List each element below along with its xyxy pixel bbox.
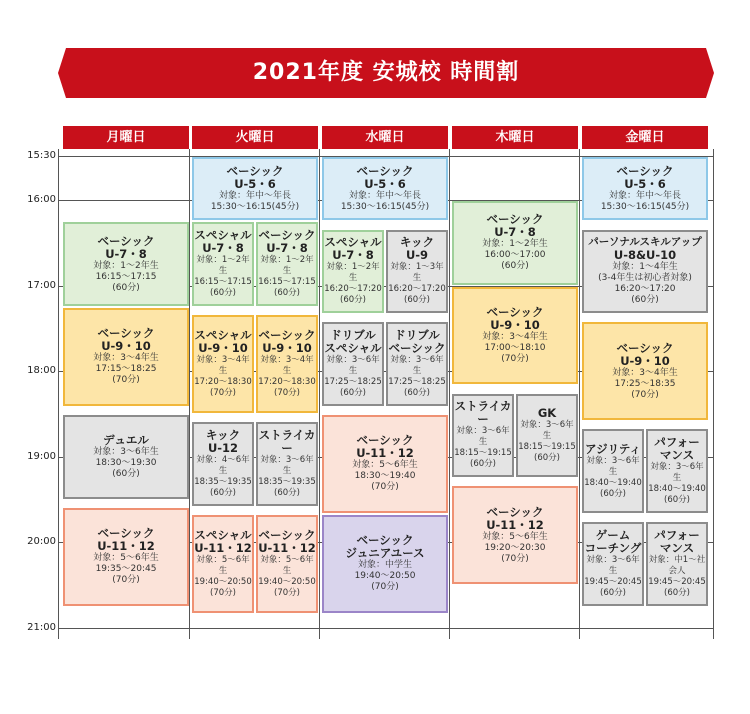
class-detail: 19:45～20:45 [584,576,642,587]
class-detail: 対象：3～6年生 [260,454,314,476]
class-name: ゲーム [595,527,631,542]
class-name: U-11・12 [258,540,316,555]
column-divider [449,149,450,639]
class-cell-tue-striker[interactable] [256,422,318,506]
class-name: ベーシック [486,305,544,320]
class-cell-wed-basic-u1112[interactable] [322,415,448,513]
class-detail: (60分) [404,388,430,399]
class-detail: 対象：1～2年生 [196,255,250,277]
class-detail: 18:30～19:30 [95,457,157,468]
class-cell-wed-basic-u56[interactable] [322,157,448,220]
class-detail: (60分) [501,261,529,272]
class-detail: 対象：3～4年生 [196,355,250,377]
class-cell-fri-personal[interactable] [582,230,708,314]
class-cell-thu-basic-u78[interactable] [452,201,578,285]
class-detail: 19:45～20:45 [648,576,706,587]
class-detail: 16:20～17:20 [324,284,382,295]
class-detail: 19:40～20:50 [194,576,252,587]
class-detail: 17:20～18:30 [194,377,252,388]
class-cell-mon-basic-u78[interactable] [63,222,189,306]
class-cell-tue-basic-u78[interactable] [256,222,318,306]
class-name: U-9・10 [490,318,540,333]
class-cell-fri-basic-u56[interactable] [582,157,708,220]
class-detail: (70分) [274,388,300,399]
class-cell-thu-striker[interactable] [452,394,514,478]
column-divider [579,149,580,639]
time-label: 21:00 [27,622,56,633]
class-name: GK [537,405,557,420]
class-name: スペシャル [324,235,382,250]
class-cell-fri-agility[interactable] [582,429,644,513]
class-name: キック [399,235,435,250]
class-name: U-5・6 [234,176,276,191]
page-title: 2021年度 安城校 時間割 [252,60,520,85]
day-header-2: 水曜日 [322,126,448,149]
class-detail: 17:25～18:25 [324,377,382,388]
class-detail: (70分) [210,587,236,598]
class-detail: 対象：3～6年生 [520,419,574,441]
class-detail: 対象：3～4年生 [482,332,548,343]
class-cell-fri-performance1[interactable] [646,429,708,513]
class-detail: (60分) [210,487,236,498]
class-name: U-5・6 [364,176,406,191]
class-name: アジリティ [585,441,641,456]
class-cell-wed-dribble-basic[interactable] [386,322,448,406]
class-detail: 対象：1～2年生 [482,239,548,250]
class-detail: 対象：3～4年生 [612,367,678,378]
class-detail: 対象：1～3年生 [390,262,444,284]
class-detail: 17:20～18:30 [258,377,316,388]
class-detail: 対象：年中～年長 [218,190,291,201]
class-detail: (70分) [371,582,399,593]
class-name: パーソナルスキルアップ [588,236,702,249]
class-detail: (60分) [470,459,496,470]
class-detail: (70分) [274,587,300,598]
class-cell-thu-gk[interactable] [516,394,578,478]
class-name: ベーシック [616,340,674,355]
class-name: ドリブル [330,328,376,343]
class-detail: 19:40～20:50 [258,576,316,587]
class-detail: 17:25～18:25 [388,377,446,388]
class-detail: 対象：1～4年生 [612,262,678,273]
class-detail: (70分) [112,575,140,586]
class-name: ベーシック [226,163,284,178]
class-detail: 18:30～19:40 [354,471,416,482]
time-label: 17:00 [27,280,56,291]
class-cell-mon-basic-u1112[interactable] [63,508,189,606]
class-detail: (70分) [501,354,529,365]
class-detail: 17:25～18:35 [614,378,676,389]
class-name: U-11・12 [356,446,414,461]
class-detail: 対象：3～4年生 [93,353,159,364]
class-detail: 対象：3～6年生 [390,355,444,377]
class-detail: 18:35～19:35 [194,476,252,487]
column-divider [58,149,59,639]
class-cell-fri-performance2[interactable] [646,522,708,606]
time-label: 20:00 [27,536,56,547]
class-cell-tue-basic-u910[interactable] [256,315,318,413]
class-detail: (70分) [210,388,236,399]
class-name: ドリブル [394,328,440,343]
class-detail: (60分) [664,587,690,598]
class-name: U-12 [207,440,239,455]
class-name: U-11・12 [194,540,252,555]
class-detail: (60分) [600,488,626,499]
class-detail: 16:15～17:15 [95,271,157,282]
class-cell-thu-basic-u910[interactable] [452,287,578,385]
class-detail: 対象：3～6年生 [650,462,704,484]
class-detail: 16:20～17:20 [614,284,676,295]
day-header-1: 火曜日 [192,126,318,149]
column-divider [189,149,190,639]
class-name: ベーシック [486,212,544,227]
class-name: U-9・10 [101,339,151,354]
class-detail: 対象：5～6年生 [482,531,548,542]
class-detail: (60分) [340,388,366,399]
class-name: U-5・6 [624,176,666,191]
class-detail: (60分) [631,295,659,306]
class-cell-tue-basic-u1112[interactable] [256,515,318,613]
class-name: ベーシック [486,504,544,519]
class-detail: (60分) [534,452,560,463]
class-cell-fri-basic-u910[interactable] [582,322,708,420]
class-name: U-9・10 [262,341,312,356]
class-detail: (60分) [274,288,300,299]
class-detail: 18:35～19:35 [258,476,316,487]
class-name: スペシャル [194,527,252,542]
class-detail: (70分) [112,375,140,386]
class-name: U-11・12 [486,517,544,532]
class-name: ベーシック [97,526,155,541]
class-detail: 対象：3～6年生 [93,446,159,457]
class-detail: 18:15～19:15 [518,441,576,452]
class-name: マンス [659,448,695,463]
class-detail: 18:15～19:15 [454,448,512,459]
class-detail: 対象：年中～年長 [608,190,681,201]
class-cell-wed-dribble-special[interactable] [322,322,384,406]
day-header-0: 月曜日 [63,126,189,149]
class-detail: 18:40～19:40 [648,484,706,495]
class-name: U-9 [405,248,429,263]
class-name: ストライカー [258,427,316,455]
class-detail: 19:35～20:45 [95,564,157,575]
class-cell-thu-basic-u1112[interactable] [452,486,578,584]
class-detail: 対象：年中～年長 [348,190,421,201]
class-name: ベーシック [97,233,155,248]
class-name: U-9・10 [620,353,670,368]
class-detail: 15:30～16:15(45分) [600,201,690,212]
class-detail: 16:20～17:20 [388,284,446,295]
class-cell-tue-special-u1112[interactable] [192,515,254,613]
class-detail: 対象：5～6年生 [352,460,418,471]
class-detail: 対象：4～6年生 [196,454,250,476]
class-cell-wed-special-u78[interactable] [322,230,384,314]
time-label: 19:00 [27,451,56,462]
class-name: ベーシック [97,326,155,341]
class-detail: 対象：3～6年生 [326,355,380,377]
class-detail: 17:15～18:25 [95,364,157,375]
class-cell-tue-special-u78[interactable] [192,222,254,306]
class-detail: (60分) [210,288,236,299]
title-banner [58,48,714,98]
class-cell-fri-game-coaching[interactable] [582,522,644,606]
class-name: U-7・8 [494,225,536,240]
class-detail: 16:15～17:15 [258,277,316,288]
class-detail: 対象：3～6年生 [586,455,640,477]
class-detail: (60分) [112,468,140,479]
class-name: キック [205,427,241,442]
class-detail: (70分) [371,482,399,493]
class-name: スペシャル [324,341,382,356]
class-detail: 対象：1～2年生 [93,260,159,271]
class-detail: 対象：5～6年生 [260,554,314,576]
class-detail: (70分) [501,553,529,564]
class-name: U-7・8 [105,246,147,261]
class-name: デュエル [103,432,149,447]
class-cell-tue-special-u910[interactable] [192,315,254,413]
class-name: ベーシック [356,433,414,448]
class-name: U-7・8 [332,248,374,263]
column-divider [713,149,714,639]
class-cell-tue-basic-u56[interactable] [192,157,318,220]
class-name: パフォー [654,527,700,542]
class-detail: (60分) [404,295,430,306]
class-detail: 16:15～17:15 [194,277,252,288]
class-detail: 対象：3～6年生 [586,554,640,576]
class-detail: 対象：5～6年生 [196,554,250,576]
class-detail: (60分) [600,587,626,598]
time-label: 16:00 [27,194,56,205]
class-cell-wed-junior-youth[interactable] [322,515,448,613]
class-detail: 対象：中1～社会人 [648,554,706,576]
time-label: 15:30 [27,150,56,161]
class-name: ベーシック [258,527,316,542]
day-header-3: 木曜日 [452,126,578,149]
class-detail: 19:20～20:30 [484,542,546,553]
class-name: ベーシック [356,163,414,178]
class-name: マンス [659,540,695,555]
class-name: ジュニアユース [345,546,425,561]
class-name: U-7・8 [266,241,308,256]
class-detail: 対象：5～6年生 [93,553,159,564]
class-detail: 16:00～17:00 [484,250,546,261]
class-detail: (60分) [340,295,366,306]
class-detail: 18:40～19:40 [584,477,642,488]
class-name: コーチング [584,540,642,555]
time-gridline [58,628,714,629]
class-detail: 19:40～20:50 [354,571,416,582]
class-name: ベーシック [258,328,316,343]
class-detail: 15:30～16:15(45分) [340,201,430,212]
class-name: スペシャル [194,328,252,343]
class-detail: 対象：中学生 [357,560,412,571]
class-detail: (60分) [274,487,300,498]
class-name: U-8&U-10 [613,248,677,263]
class-name: ベーシック [258,228,316,243]
class-detail: 対象：1～2年生 [326,262,380,284]
class-name: パフォー [654,435,700,450]
time-label: 18:00 [27,365,56,376]
class-detail: (70分) [631,389,659,400]
class-cell-tue-kick-u12[interactable] [192,422,254,506]
class-detail: (60分) [664,495,690,506]
class-name: ベーシック [616,163,674,178]
class-name: ベーシック [388,341,446,356]
class-name: U-11・12 [97,539,155,554]
class-detail: 17:00～18:10 [484,343,546,354]
class-name: ベーシック [356,533,414,548]
class-detail: 対象：3～6年生 [456,426,510,448]
column-divider [319,149,320,639]
class-cell-wed-kick-u9[interactable] [386,230,448,314]
class-name: U-7・8 [202,241,244,256]
day-header-4: 金曜日 [582,126,708,149]
class-name: ストライカー [454,399,512,427]
class-cell-mon-duel[interactable] [63,415,189,499]
class-detail: 対象：3～4年生 [260,355,314,377]
class-detail: (3-4年生は初心者対象) [598,273,692,284]
class-name: スペシャル [194,228,252,243]
class-name: U-9・10 [198,341,248,356]
class-detail: 対象：1～2年生 [260,255,314,277]
class-detail: 15:30～16:15(45分) [210,201,300,212]
class-cell-mon-basic-u910[interactable] [63,308,189,406]
class-detail: (60分) [112,282,140,293]
